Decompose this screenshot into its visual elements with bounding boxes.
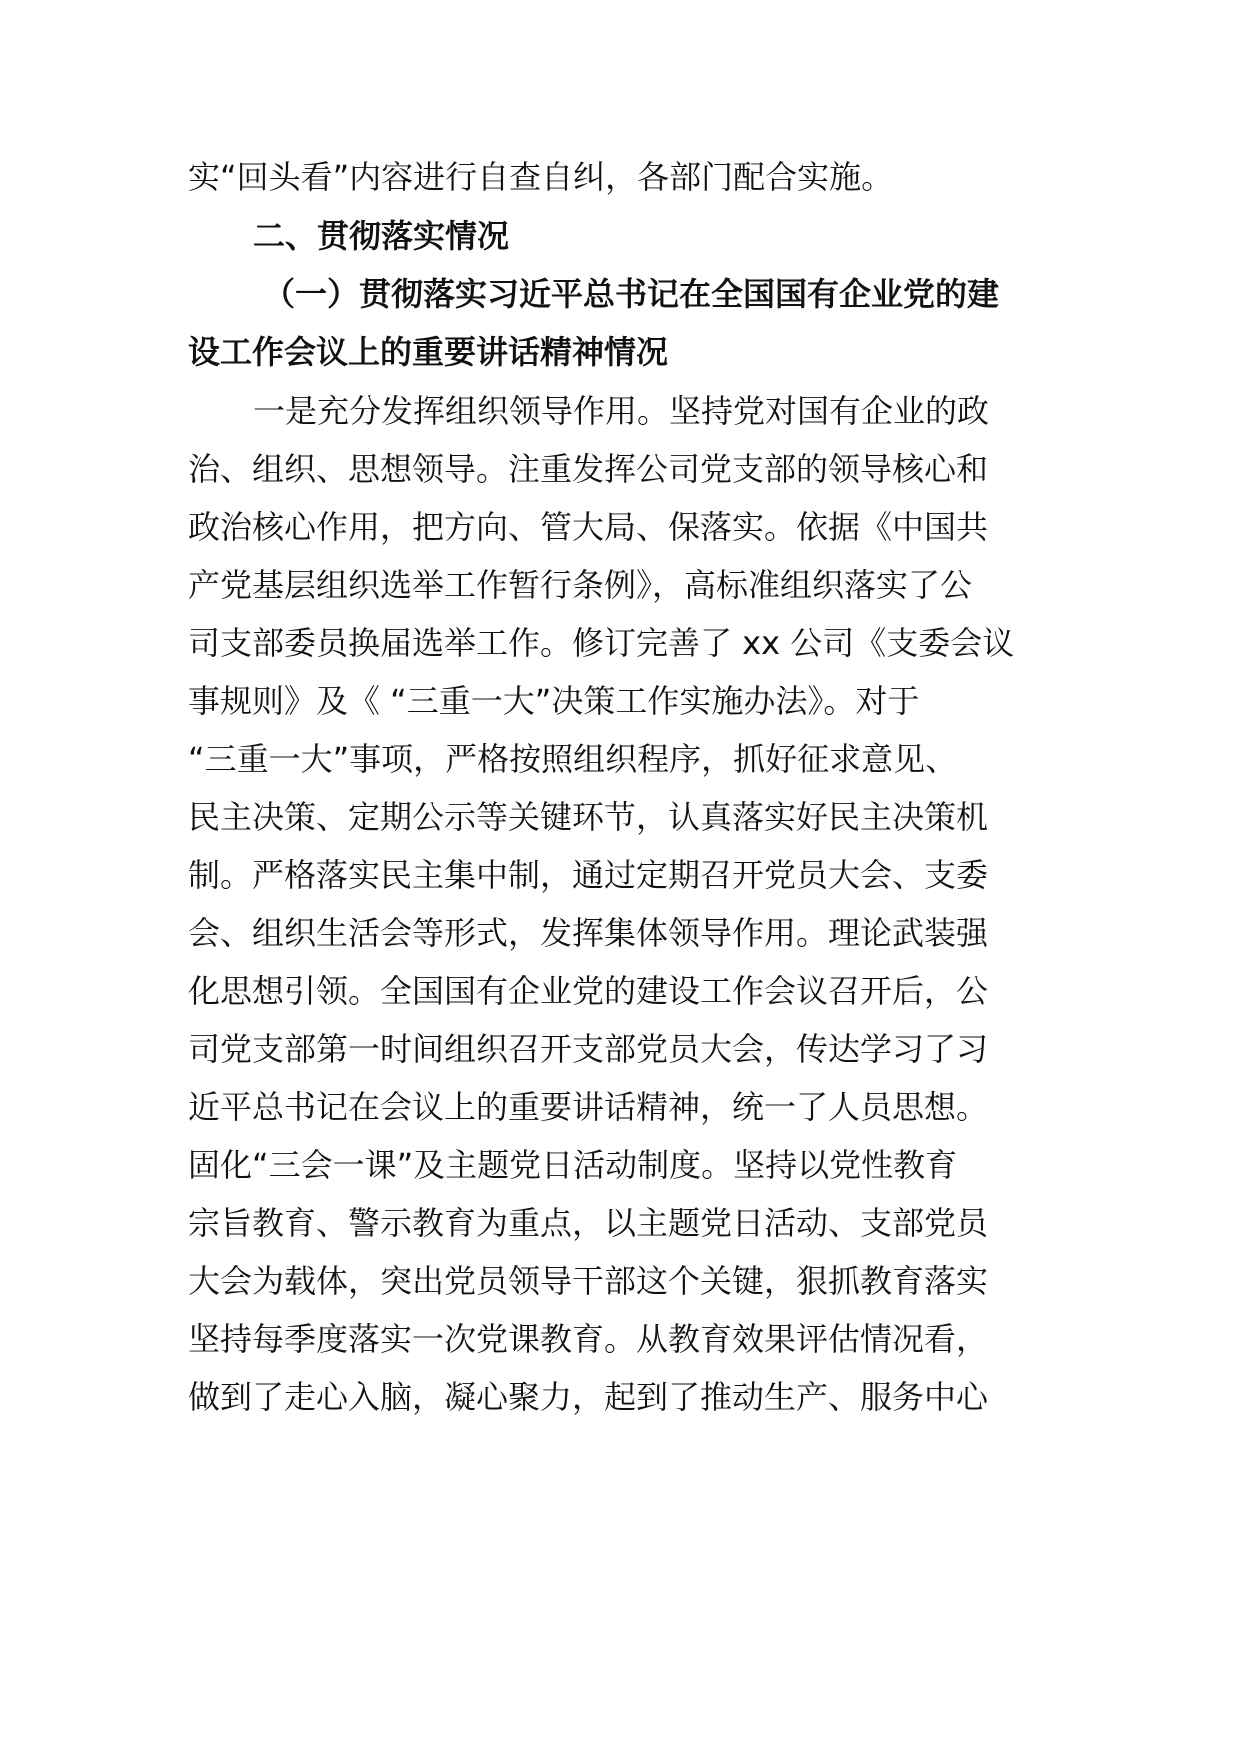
text-line: 司支部委员换届选举工作。修订完善了 xx 公司《支委会议 — [188, 624, 1015, 662]
text-line: 宗旨教育、警示教育为重点，以主题党日活动、支部党员 — [188, 1204, 989, 1242]
text-line: 会、组织生活会等形式，发挥集体领导作用。理论武装强 — [188, 914, 989, 952]
text-line: 大会为载体，突出党员领导干部这个关键，狠抓教育落实 — [188, 1262, 989, 1300]
text-line: 民主决策、定期公示等关键环节，认真落实好民主决策机 — [188, 798, 989, 836]
text-line: “三重一大”事项，严格按照组织程序，抓好征求意见、 — [188, 740, 958, 778]
text-line: 近平总书记在会议上的重要讲话精神，统一了人员思想。 — [188, 1088, 989, 1126]
text-line: 治、组织、思想领导。注重发挥公司党支部的领导核心和 — [188, 450, 989, 488]
section-heading: 二、贯彻落实情况 — [253, 217, 510, 255]
text-line: 坚持每季度落实一次党课教育。从教育效果评估情况看， — [188, 1320, 989, 1358]
text-line: 政治核心作用，把方向、管大局、保落实。依据《中国共 — [188, 508, 989, 546]
text-line: 事规则》及《 “三重一大”决策工作实施办法》。对于 — [188, 682, 920, 720]
text-line: 固化“三会一课”及主题党日活动制度。坚持以党性教育 — [188, 1146, 958, 1184]
text-line: 司党支部第一时间组织召开支部党员大会，传达学习了习 — [188, 1030, 989, 1068]
text-line: 制。严格落实民主集中制，通过定期召开党员大会、支委 — [188, 856, 989, 894]
subsection-heading: （一）贯彻落实习近平总书记在全国国有企业党的建 — [263, 275, 1000, 313]
text-line: 做到了走心入脑，凝心聚力，起到了推动生产、服务中心 — [188, 1378, 989, 1416]
text-line: 实“回头看”内容进行自查自纠，各部门配合实施。 — [188, 158, 894, 196]
paragraph-first-line: 一是充分发挥组织领导作用。坚持党对国有企业的政 — [253, 392, 990, 430]
text-line: 产党基层组织选举工作暂行条例》，高标准组织落实了公 — [188, 566, 973, 604]
text-line: 化思想引领。全国国有企业党的建设工作会议召开后，公 — [188, 972, 989, 1010]
subsection-heading-continued: 设工作会议上的重要讲话精神情况 — [188, 333, 669, 371]
